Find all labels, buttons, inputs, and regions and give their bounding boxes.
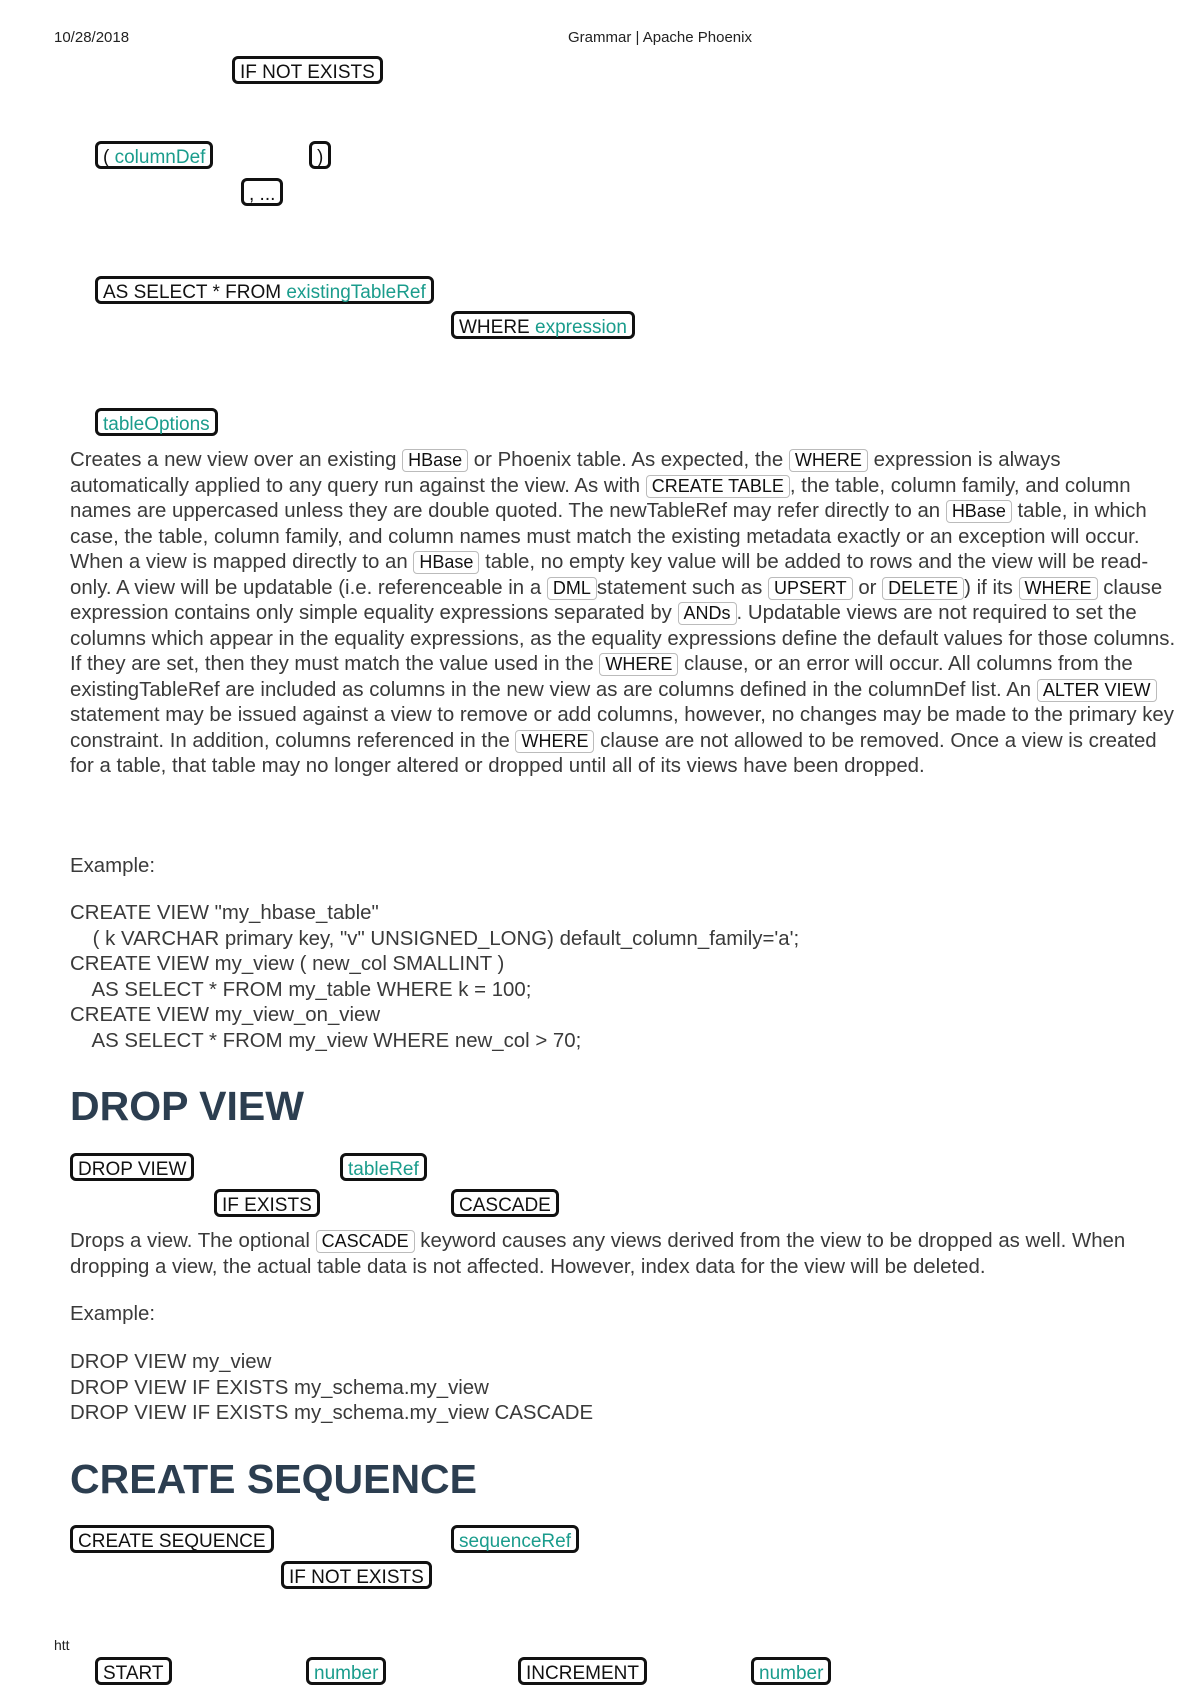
column-def-link[interactable]: columnDef: [114, 147, 206, 168]
open-paren: (: [103, 147, 115, 168]
code-line: AS SELECT * FROM my_table WHERE k = 100;: [70, 978, 532, 1001]
desc-text: Creates a new view over an existing: [70, 449, 403, 471]
table-options-link[interactable]: tableOptions: [95, 408, 218, 436]
keyword-where: WHERE: [789, 449, 868, 472]
footer-url: htt: [54, 1637, 70, 1653]
keyword-dml: DML: [547, 577, 597, 600]
close-paren: ): [309, 141, 331, 169]
keyword-cascade: CASCADE: [316, 1230, 415, 1253]
column-def-group: [95, 141, 213, 169]
code-line: CREATE VIEW my_view ( new_col SMALLINT ): [70, 953, 505, 976]
start-keyword: START: [95, 1657, 172, 1685]
example-label: Example:: [70, 855, 155, 877]
keyword-ands: ANDs: [678, 602, 737, 625]
print-date: 10/28/2018: [54, 29, 130, 46]
create-view-example-code: [70, 901, 799, 1055]
sequence-ref-link[interactable]: sequenceRef: [451, 1525, 579, 1553]
drop-view-keyword: DROP VIEW: [70, 1153, 194, 1181]
desc-text: , the table, column family, and column names are uppercased unless they are double quoted. The newTableRef may refer directly to an: [70, 474, 1131, 522]
keyword-hbase: HBase: [413, 551, 479, 574]
section-heading-create-sequence: CREATE SEQUENCE: [70, 1456, 478, 1502]
desc-text: clause, or an error will occur. All columns from the existingTableRef are included as columns in the new view as are columns defined in the columnDef list. An: [70, 653, 1133, 701]
desc-text: . Updatable views are not required to set the columns which appear in the equality expressions, as the equality expressions define the default values for those columns. If they are set, then they must match the value used in the: [70, 602, 1176, 675]
where-group: [451, 311, 635, 339]
keyword-where: WHERE: [515, 730, 594, 753]
repeat-ellipsis: , ...: [241, 178, 283, 206]
desc-text: clause expression contains only simple equality expressions separated by: [70, 576, 1163, 624]
code-line: ( k VARCHAR primary key, "v" UNSIGNED_LONG) default_column_family='a';: [70, 927, 800, 950]
code-line: DROP VIEW my_view: [70, 1351, 272, 1373]
increment-keyword: INCREMENT: [518, 1657, 647, 1685]
code-line: CREATE VIEW my_view_on_view: [70, 1004, 381, 1027]
as-select-keyword: AS SELECT * FROM: [103, 282, 287, 303]
keyword-where: WHERE: [1019, 577, 1098, 600]
number-link[interactable]: number: [306, 1657, 386, 1685]
number-link[interactable]: number: [751, 1657, 831, 1685]
desc-text: or Phoenix table. As expected, the: [468, 449, 789, 471]
expression-link[interactable]: expression: [535, 317, 627, 338]
code-line: DROP VIEW IF EXISTS my_schema.my_view: [70, 1376, 489, 1399]
desc-text: ) if its: [964, 576, 1019, 599]
desc-text: clause are not allowed to be removed. Once a view is created for a table, that table may no longer altered or dropped until all of its views have been dropped.: [70, 729, 1157, 777]
keyword-create-table: CREATE TABLE: [646, 475, 790, 498]
as-select-group: [95, 276, 434, 304]
example-label: Example:: [70, 1303, 155, 1325]
page-title: Grammar | Apache Phoenix: [568, 29, 752, 46]
if-not-exists-keyword: IF NOT EXISTS: [232, 56, 383, 84]
drop-view-example-code: [70, 1350, 593, 1427]
existing-table-ref-link[interactable]: existingTableRef: [286, 282, 426, 303]
create-view-description: [70, 448, 1185, 780]
drop-view-description: [70, 1229, 1185, 1280]
keyword-hbase: HBase: [402, 449, 468, 472]
desc-text: expression is always automatically applied to any query run against the view. As with: [70, 449, 1061, 497]
code-line: AS SELECT * FROM my_view WHERE new_col > 70;: [70, 1029, 582, 1052]
create-sequence-keyword: CREATE SEQUENCE: [70, 1525, 274, 1553]
desc-text: keyword causes any views derived from the view to be dropped as well. When dropping a view, the actual table data is not affected. However, index data for the view will be deleted.: [70, 1230, 1126, 1278]
desc-text: table, in which case, the table, column family, and column names must match the existing metadata exactly or an exception will occur. When a view is mapped directly to an: [70, 500, 1147, 573]
keyword-hbase: HBase: [946, 500, 1012, 523]
if-exists-keyword: IF EXISTS: [214, 1189, 320, 1217]
desc-text: table, no empty key value will be added to rows and the view will be read-only. A view will be updatable (i.e. referenceable in a: [70, 551, 1149, 599]
keyword-upsert: UPSERT: [768, 577, 853, 600]
keyword-alter-view: ALTER VIEW: [1037, 679, 1157, 702]
code-line: DROP VIEW IF EXISTS my_schema.my_view CASCADE: [70, 1402, 594, 1425]
code-line: CREATE VIEW "my_hbase_table": [70, 902, 379, 924]
if-not-exists-keyword: IF NOT EXISTS: [281, 1561, 432, 1589]
where-keyword: WHERE: [459, 317, 535, 338]
keyword-delete: DELETE: [882, 577, 964, 600]
desc-text: statement may be issued against a view to remove or add columns, however, no changes may be made to the primary key constraint. In addition, columns referenced in the: [70, 704, 1174, 752]
table-ref-link[interactable]: tableRef: [340, 1153, 427, 1181]
desc-text: or: [852, 576, 883, 599]
keyword-where: WHERE: [599, 653, 678, 676]
desc-text: statement such as: [596, 576, 768, 599]
cascade-keyword: CASCADE: [451, 1189, 559, 1217]
desc-text: Drops a view. The optional: [70, 1230, 316, 1252]
section-heading-drop-view: DROP VIEW: [70, 1083, 304, 1129]
